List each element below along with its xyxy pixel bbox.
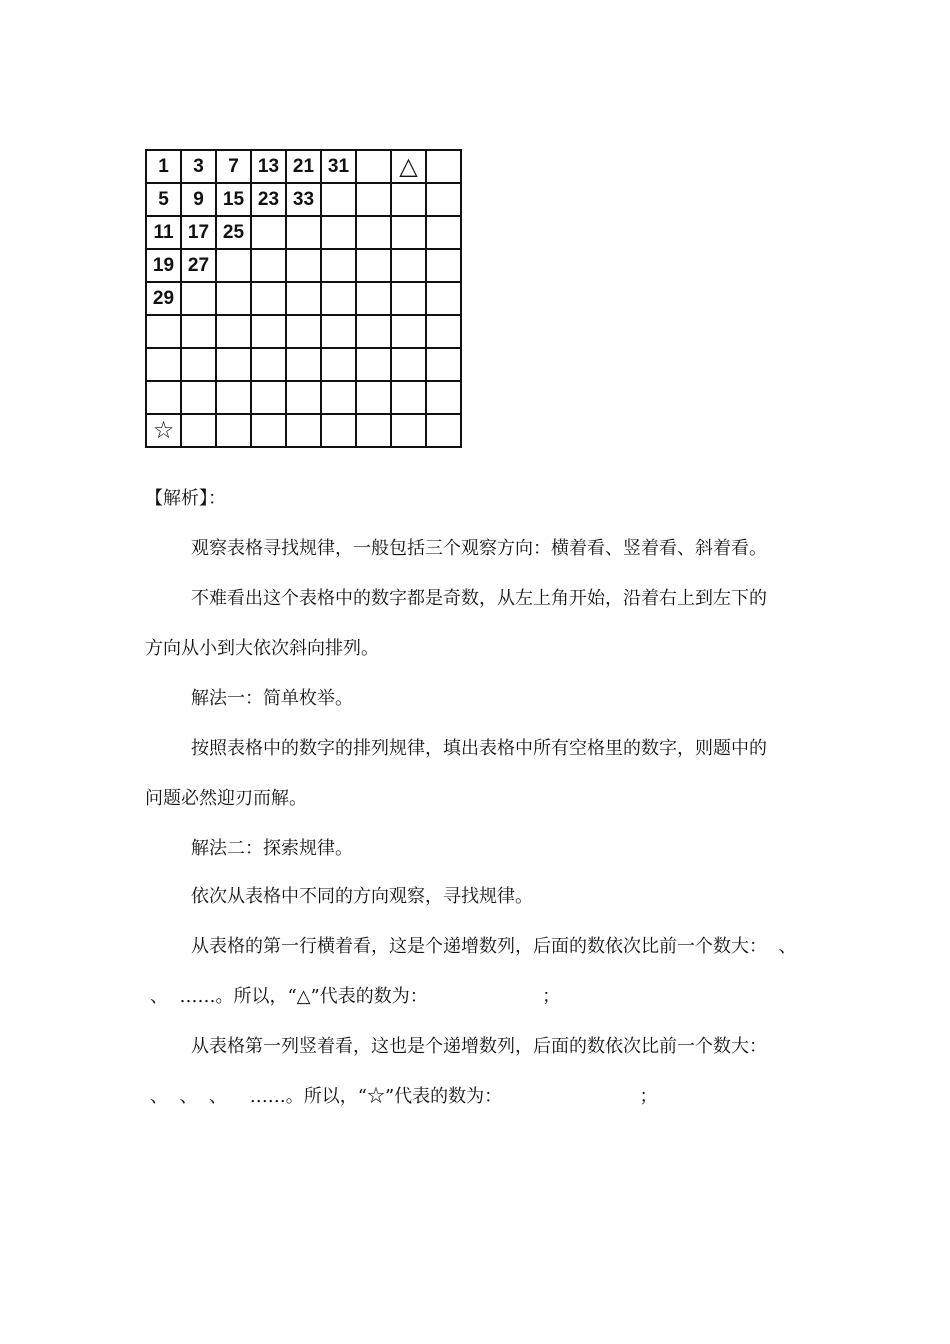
paragraph-odd-line2: 方向从小到大依次斜向排列。	[145, 638, 379, 659]
grid-row	[146, 183, 461, 216]
grid-cell	[286, 282, 321, 315]
grid-cell	[426, 150, 461, 183]
grid-cell	[286, 348, 321, 381]
grid-cell: 23	[251, 183, 286, 216]
grid-cell	[286, 414, 321, 447]
grid-row	[146, 282, 461, 315]
grid-cell: 31	[321, 150, 356, 183]
grid-row	[146, 150, 461, 183]
grid-cell	[216, 249, 251, 282]
grid-cell	[426, 249, 461, 282]
grid-cell	[181, 348, 216, 381]
grid-cell: 17	[181, 216, 216, 249]
grid-cell	[216, 414, 251, 447]
grid-cell	[251, 381, 286, 414]
grid-cell	[356, 183, 391, 216]
grid-cell	[251, 414, 286, 447]
grid-cell	[391, 216, 426, 249]
grid-cell	[391, 414, 426, 447]
grid-cell	[391, 315, 426, 348]
grid-cell	[391, 249, 426, 282]
grid-cell	[391, 282, 426, 315]
grid-cell	[251, 348, 286, 381]
grid-cell	[181, 315, 216, 348]
grid-cell	[356, 216, 391, 249]
grid-cell	[181, 381, 216, 414]
grid-cell: 9	[181, 183, 216, 216]
grid-cell: 25	[216, 216, 251, 249]
paragraph-row-line1: 从表格的第一行横着看，这是个递增数列，后面的数依次比前一个数大： 、	[191, 936, 797, 957]
number-grid	[145, 149, 462, 448]
grid-cell	[356, 414, 391, 447]
grid-cell	[391, 348, 426, 381]
grid-cell	[391, 183, 426, 216]
triangle-cell: △	[391, 150, 426, 183]
grid-cell	[391, 381, 426, 414]
grid-cell	[321, 414, 356, 447]
grid-cell	[426, 183, 461, 216]
grid-cell	[426, 381, 461, 414]
grid-cell	[356, 348, 391, 381]
grid-cell: 15	[216, 183, 251, 216]
grid-cell	[321, 216, 356, 249]
grid-cell	[321, 348, 356, 381]
grid-cell	[216, 348, 251, 381]
grid-cell	[356, 249, 391, 282]
paragraph-fill-line1: 按照表格中的数字的排列规律，填出表格中所有空格里的数字，则题中的	[191, 738, 767, 759]
grid-cell: 19	[146, 249, 181, 282]
grid-cell	[286, 381, 321, 414]
paragraph-observe: 观察表格寻找规律，一般包括三个观察方向：横着看、竖着看、斜着看。	[191, 538, 767, 559]
grid-cell	[356, 282, 391, 315]
method-one-title: 解法一：简单枚举。	[191, 688, 353, 709]
grid-cell	[426, 315, 461, 348]
grid-cell	[251, 216, 286, 249]
method-two-title: 解法二：探索规律。	[191, 838, 353, 859]
grid-cell	[321, 249, 356, 282]
paragraph-directions: 依次从表格中不同的方向观察，寻找规律。	[191, 886, 533, 907]
grid-cell	[321, 183, 356, 216]
grid-cell: 21	[286, 150, 321, 183]
grid-cell	[216, 282, 251, 315]
grid-cell: 5	[146, 183, 181, 216]
paragraph-row-line2: 、 ……。所以，“△”代表的数为： ；	[150, 986, 561, 1007]
grid-cell	[321, 381, 356, 414]
grid-row	[146, 249, 461, 282]
paragraph-fill-line2: 问题必然迎刃而解。	[145, 788, 307, 809]
paragraph-column-line2: 、 、 、 ……。所以，“☆”代表的数为： ；	[150, 1086, 658, 1107]
grid-cell	[146, 348, 181, 381]
grid-cell	[251, 249, 286, 282]
grid-cell: 33	[286, 183, 321, 216]
grid-cell	[251, 315, 286, 348]
grid-cell: 27	[181, 249, 216, 282]
grid-cell	[356, 150, 391, 183]
grid-cell: 29	[146, 282, 181, 315]
star-cell: ☆	[146, 414, 181, 447]
grid-cell	[321, 315, 356, 348]
grid-row	[146, 315, 461, 348]
grid-cell	[216, 315, 251, 348]
analysis-heading: 【解析】：	[145, 488, 226, 509]
grid-cell	[321, 282, 356, 315]
grid-cell	[181, 414, 216, 447]
grid-cell	[426, 348, 461, 381]
grid-cell: 3	[181, 150, 216, 183]
grid-row	[146, 381, 461, 414]
grid-cell: 1	[146, 150, 181, 183]
grid-cell	[356, 381, 391, 414]
grid-cell	[286, 249, 321, 282]
grid-cell: 11	[146, 216, 181, 249]
paragraph-odd-line1: 不难看出这个表格中的数字都是奇数，从左上角开始，沿着右上到左下的	[191, 588, 767, 609]
grid-cell	[426, 282, 461, 315]
grid-row	[146, 414, 461, 447]
grid-cell	[426, 216, 461, 249]
grid-cell	[356, 315, 391, 348]
grid-cell	[426, 414, 461, 447]
grid-cell: 7	[216, 150, 251, 183]
paragraph-column-line1: 从表格第一列竖着看，这也是个递增数列，后面的数依次比前一个数大：	[191, 1036, 767, 1057]
grid-row	[146, 216, 461, 249]
grid-cell	[286, 216, 321, 249]
grid-cell	[251, 282, 286, 315]
grid-cell	[146, 381, 181, 414]
grid-cell	[146, 315, 181, 348]
grid-row	[146, 348, 461, 381]
grid-cell	[216, 381, 251, 414]
grid-cell	[286, 315, 321, 348]
grid-cell	[181, 282, 216, 315]
grid-cell: 13	[251, 150, 286, 183]
